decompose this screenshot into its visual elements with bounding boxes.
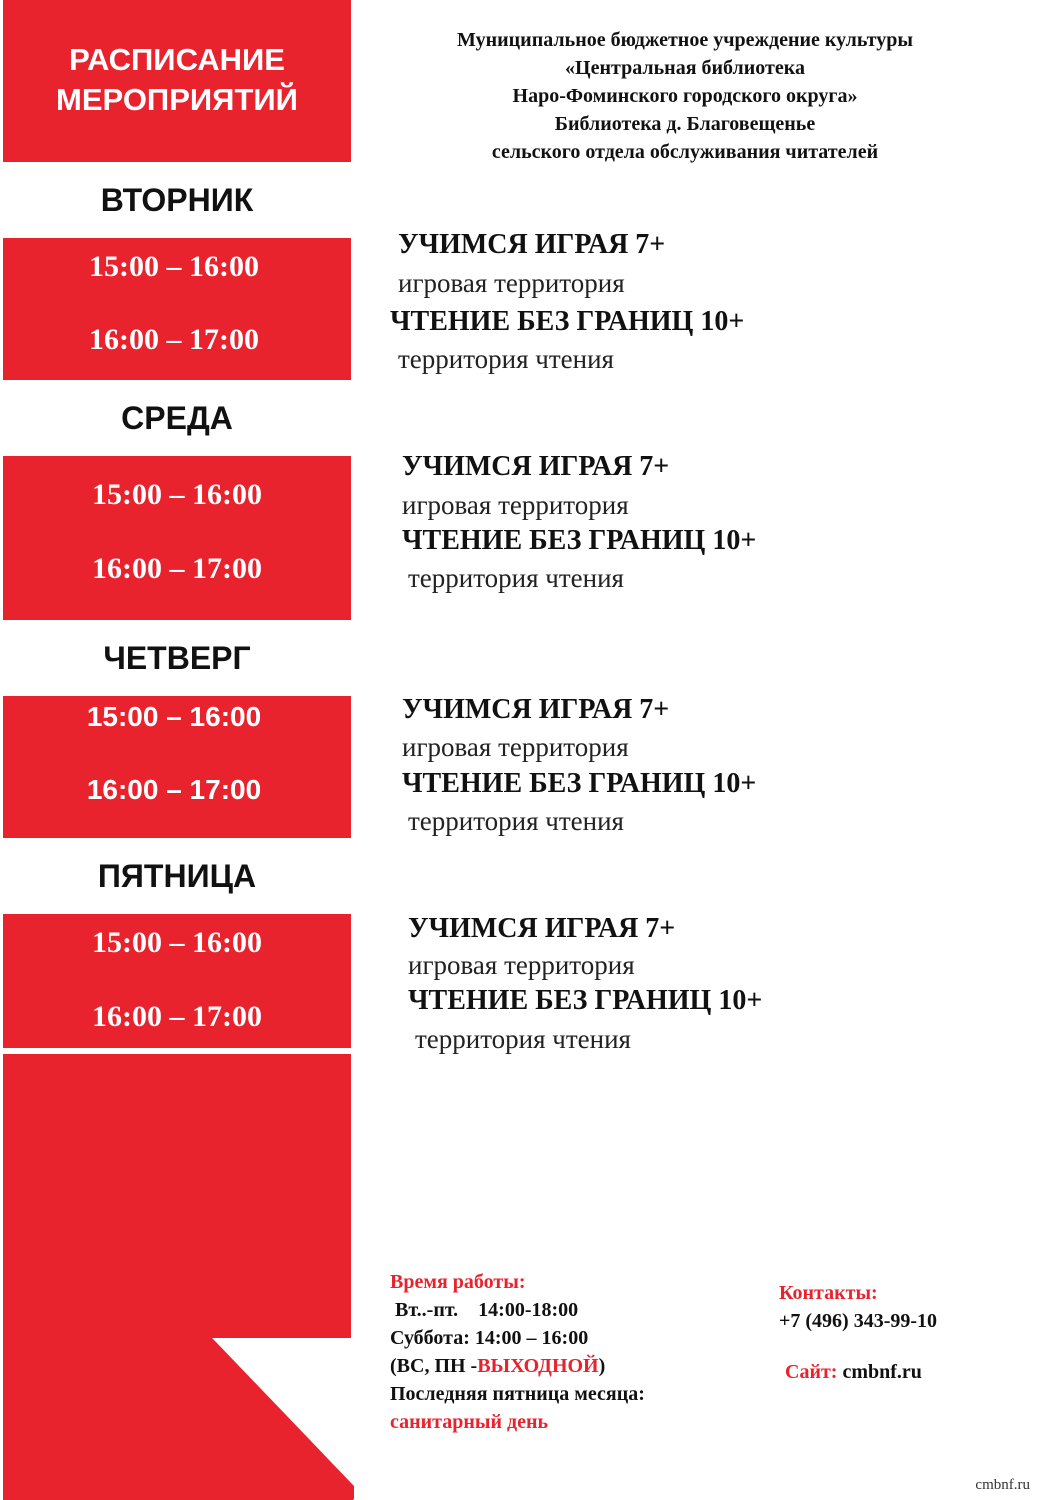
event-subtitle: территория чтения xyxy=(415,1024,631,1054)
header-line: сельского отдела обслуживания читателей xyxy=(491,141,879,163)
header-line: Библиотека д. Благовещенье xyxy=(554,113,816,135)
day-wednesday xyxy=(3,380,351,456)
day-label: ВТОРНИК xyxy=(100,181,254,218)
event-title: УЧИМСЯ ИГРАЯ 7+ xyxy=(402,451,670,482)
event-subtitle: игровая территория xyxy=(408,950,635,980)
schedule-title-line-1: РАСПИСАНИЕ xyxy=(69,42,285,77)
contacts-phone: +7 (496) 343-99-10 xyxy=(779,1310,938,1332)
left-red-notch xyxy=(212,1338,354,1500)
day-label: СРЕДА xyxy=(121,399,233,436)
time-slot: 15:00 – 16:00 xyxy=(89,250,259,283)
working-hours xyxy=(390,1268,645,1436)
time-slot: 16:00 – 17:00 xyxy=(92,552,262,585)
event-subtitle: игровая территория xyxy=(398,268,625,298)
event-title: ЧТЕНИЕ БЕЗ ГРАНИЦ 10+ xyxy=(408,985,763,1016)
time-slot: 15:00 – 16:00 xyxy=(86,701,262,732)
header-line: Наро-Фоминского городского округа» xyxy=(512,85,858,107)
schedule-title xyxy=(3,0,351,160)
event-title: УЧИМСЯ ИГРАЯ 7+ xyxy=(408,913,676,944)
closed-word: ВЫХОДНОЙ xyxy=(477,1355,599,1377)
institution-header xyxy=(352,26,1018,166)
day-label: ПЯТНИЦА xyxy=(97,857,257,894)
time-slot: 15:00 – 16:00 xyxy=(92,478,262,511)
last-friday-note: Последняя пятница месяца: xyxy=(390,1383,645,1405)
working-hours-weekdays: Вт..-пт. 14:00-18:00 xyxy=(390,1299,579,1321)
event-subtitle: территория чтения xyxy=(408,563,624,593)
event-subtitle: территория чтения xyxy=(398,344,614,374)
time-slot: 16:00 – 17:00 xyxy=(89,323,259,356)
schedule-title-line-2: МЕРОПРИЯТИЙ xyxy=(56,82,298,117)
event-subtitle: территория чтения xyxy=(408,806,624,836)
contacts-title: Контакты: xyxy=(779,1282,878,1304)
closed-prefix: (ВС, ПН - xyxy=(390,1355,478,1377)
time-slot: 16:00 – 17:00 xyxy=(92,1000,262,1033)
event-title: ЧТЕНИЕ БЕЗ ГРАНИЦ 10+ xyxy=(402,525,757,556)
event-title: УЧИМСЯ ИГРАЯ 7+ xyxy=(398,229,666,260)
watermark: cmbnf.ru xyxy=(975,1477,1030,1493)
site xyxy=(785,1358,922,1386)
event-subtitle: игровая территория xyxy=(402,732,629,762)
sanitary-day: санитарный день xyxy=(390,1411,549,1433)
site-label: Сайт: xyxy=(785,1361,838,1383)
day-thursday xyxy=(3,620,351,696)
day-friday xyxy=(3,838,351,914)
event-title: УЧИМСЯ ИГРАЯ 7+ xyxy=(402,694,670,725)
site-link[interactable]: cmbnf.ru xyxy=(837,1361,922,1383)
contacts xyxy=(779,1279,937,1335)
time-slot: 15:00 – 16:00 xyxy=(92,926,262,959)
event-title: ЧТЕНИЕ БЕЗ ГРАНИЦ 10+ xyxy=(390,306,745,337)
event-subtitle: игровая территория xyxy=(402,490,629,520)
header-line: «Центральная библиотека xyxy=(565,57,805,79)
day-tuesday xyxy=(3,162,351,238)
working-hours-saturday: Суббота: 14:00 – 16:00 xyxy=(390,1327,589,1349)
working-hours-title: Время работы: xyxy=(390,1271,526,1293)
working-hours-closed xyxy=(390,1352,645,1380)
header-line: Муниципальное бюджетное учреждение культуры xyxy=(457,29,913,51)
event-title: ЧТЕНИЕ БЕЗ ГРАНИЦ 10+ xyxy=(402,768,757,799)
day-label: ЧЕТВЕРГ xyxy=(103,639,251,676)
time-slot: 16:00 – 17:00 xyxy=(86,774,262,805)
closed-suffix: ) xyxy=(598,1355,606,1377)
divider xyxy=(3,1048,351,1054)
